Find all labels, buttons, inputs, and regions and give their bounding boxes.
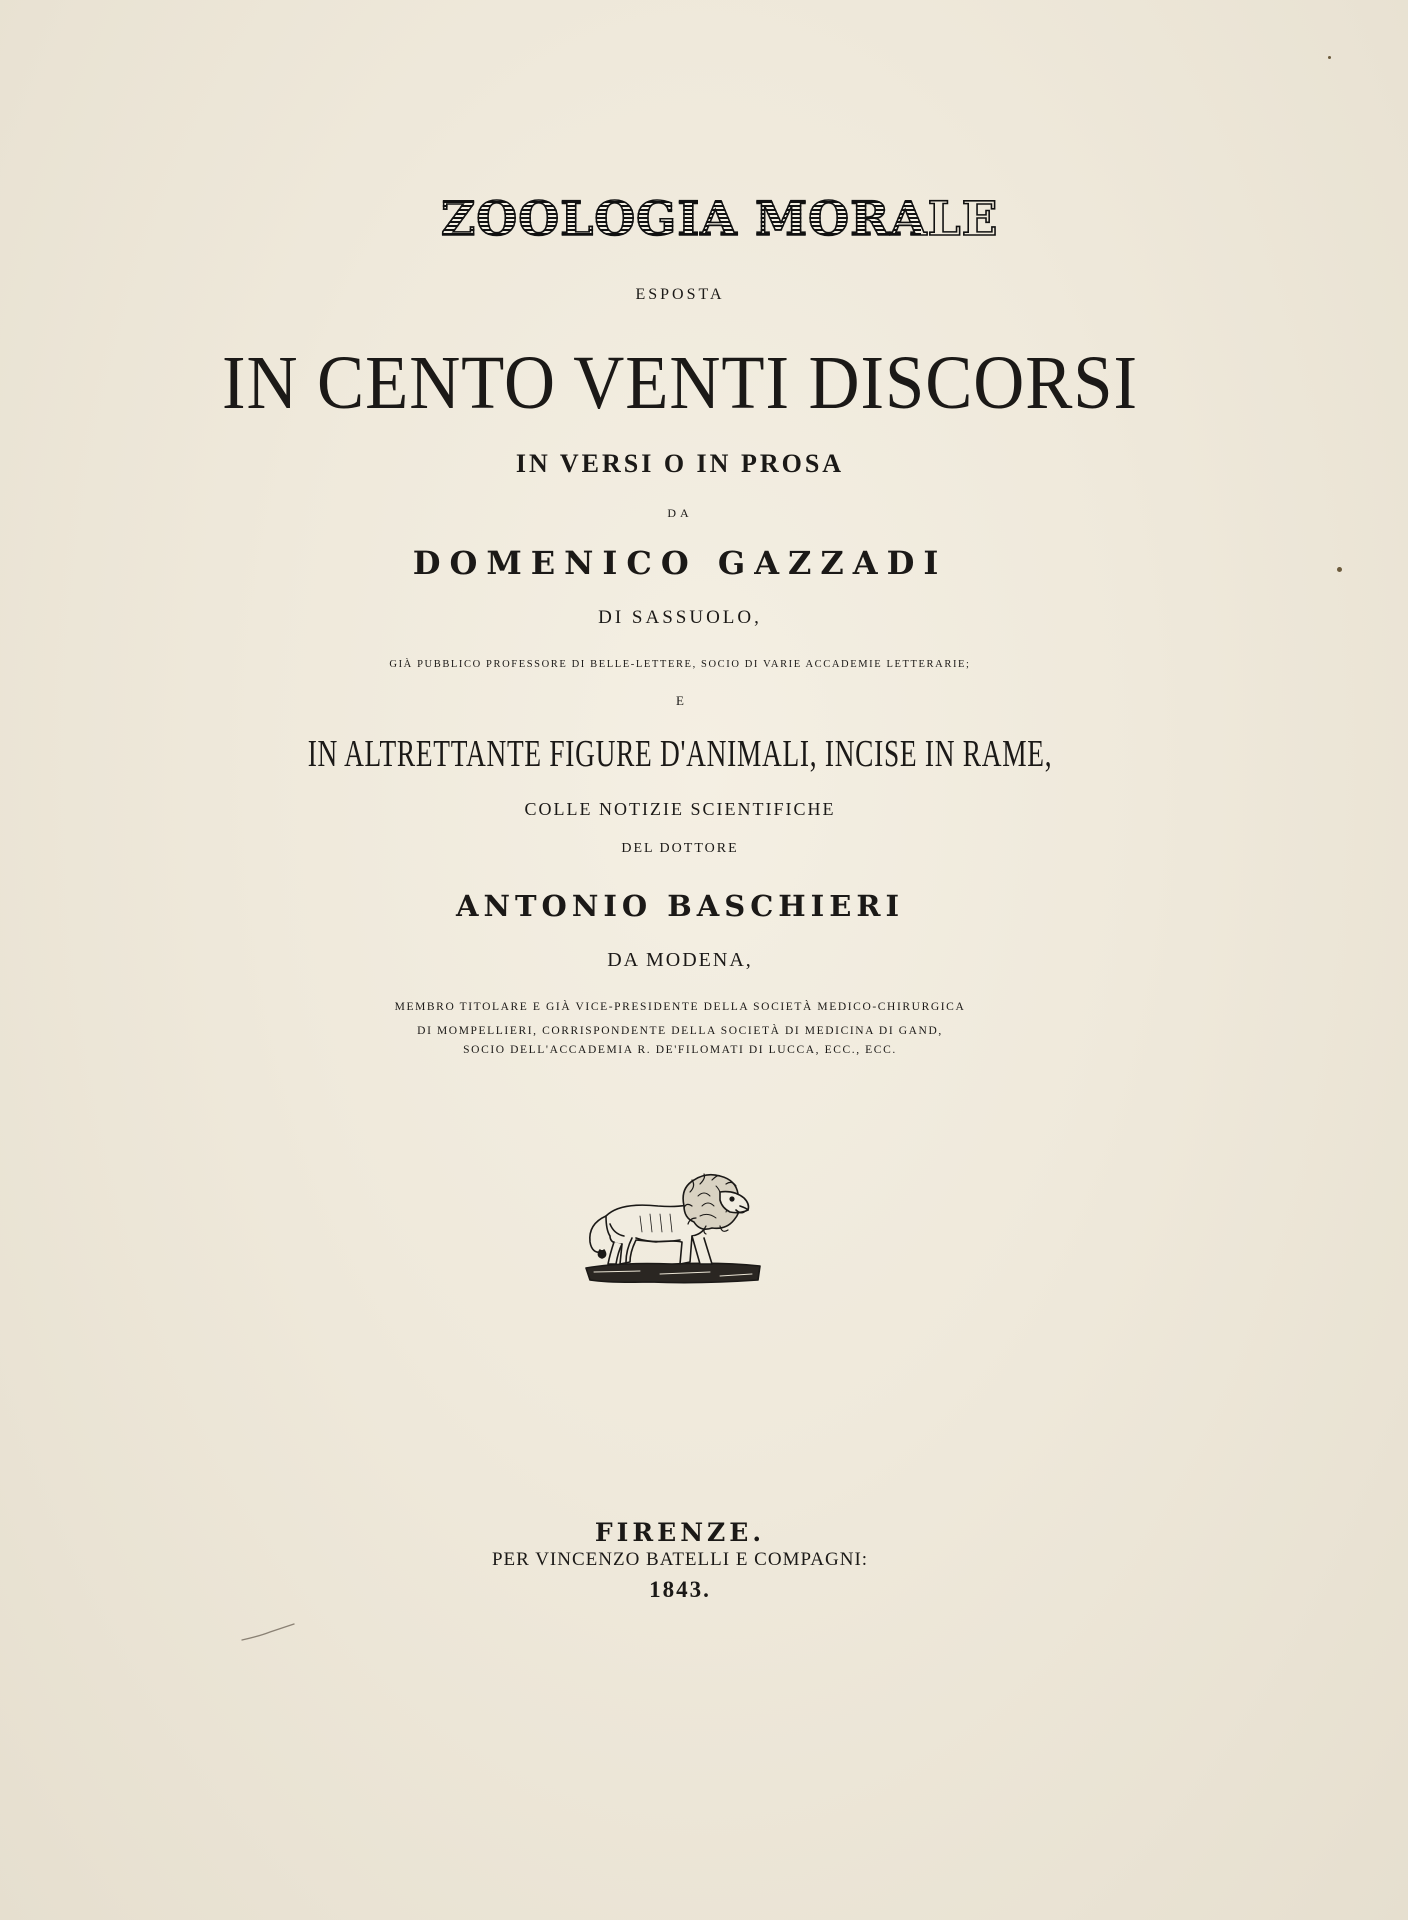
pencil-mark: [240, 1622, 296, 1644]
imprint-year: 1843.: [649, 1577, 711, 1602]
coauthor-place: DA MODENA,: [607, 949, 753, 971]
subtitle: IN CENTO VENTI DISCORSI: [221, 341, 1139, 425]
imprint-city: FIRENZE.: [594, 1518, 766, 1547]
conjunction: E: [676, 693, 684, 708]
author-place: DI SASSUOLO,: [598, 607, 762, 628]
del-dottore-line: DEL DOTTORE: [621, 841, 739, 856]
lion-engraving-icon: [580, 1172, 766, 1292]
imprint-publisher: PER VINCENZO BATELLI E COMPAGNI:: [491, 1549, 869, 1570]
coauthor-name: ANTONIO BASCHIERI: [455, 889, 905, 923]
figures-line: IN ALTRETTANTE FIGURE D'ANIMALI, INCISE IN RAME,: [307, 733, 1053, 775]
da-line: DA: [667, 506, 693, 520]
coauthor-titles-line: SOCIO DELL'ACCADEMIA R. DE'FILOMATI DI LUCCA, ECC., ECC.: [463, 1044, 897, 1056]
foxing-spot: [1328, 56, 1331, 59]
author-titles: GIÀ PUBBLICO PROFESSORE DI BELLE-LETTERE, SOCIO DI VARIE ACCADEMIE LETTERARIE;: [389, 659, 971, 670]
coauthor-titles-line: DI MOMPELLIERI, CORRISPONDENTE DELLA SOCIETÀ DI MEDICINA DI GAND,: [417, 1025, 943, 1037]
coauthor-titles-line: MEMBRO TITOLARE E GIÀ VICE-PRESIDENTE DELLA SOCIETÀ MEDICO-CHIRURGICA: [394, 1001, 966, 1013]
author-name: DOMENICO GAZZADI: [412, 544, 948, 582]
foxing-spot: [1337, 567, 1342, 572]
esposta-line: ESPOSTA: [635, 286, 725, 303]
colle-notizie-line: COLLE NOTIZIE SCIENTIFICHE: [524, 799, 836, 819]
in-versi-line: IN VERSI O IN PROSA: [515, 449, 845, 478]
main-title: ZOOLOGIA MORALE: [441, 192, 999, 247]
